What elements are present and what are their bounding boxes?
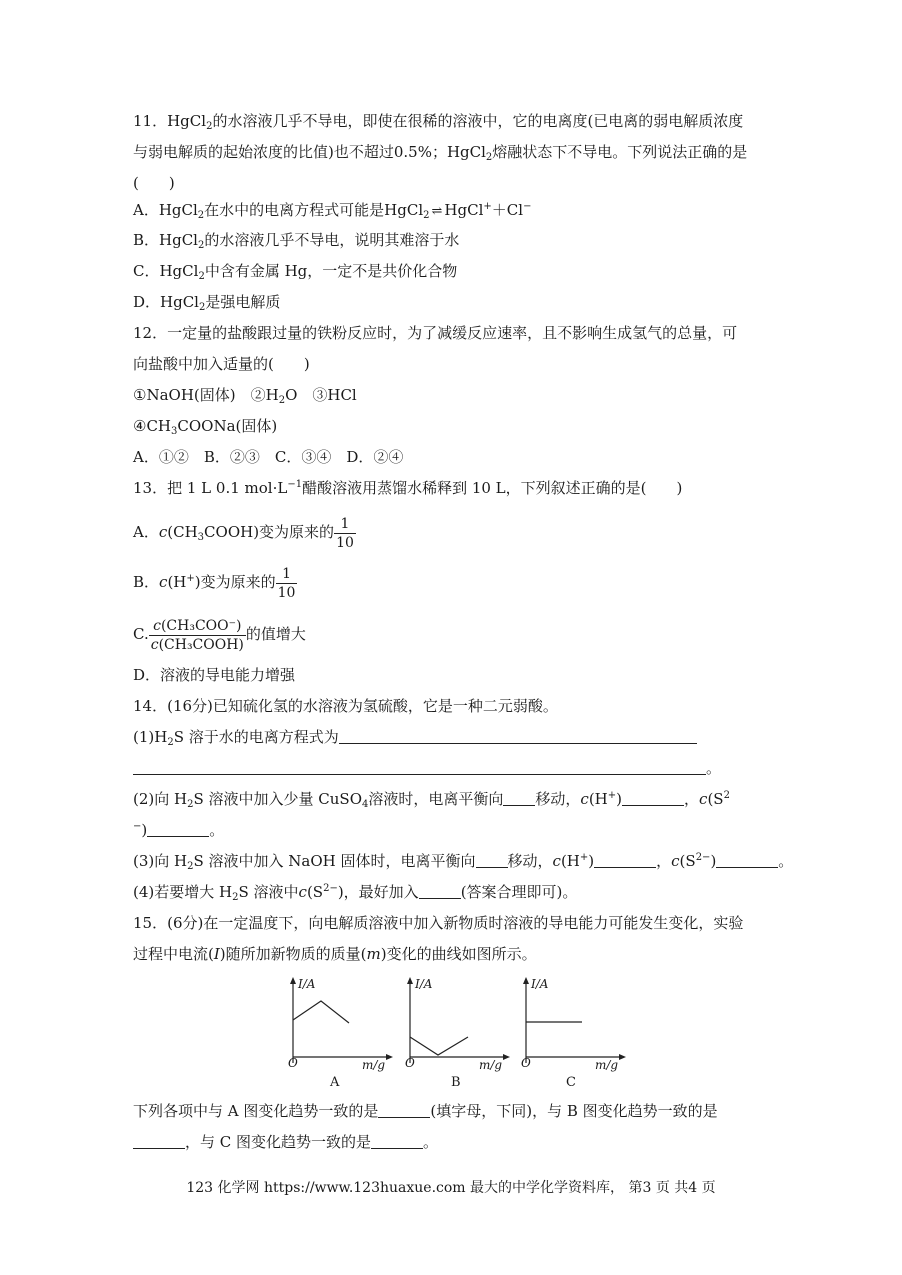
italic-c: c — [699, 790, 708, 808]
text: 14．(16分)已知硫化氢的水溶液为氢硫酸，它是一种二元弱酸。 — [133, 697, 558, 715]
answer-blank[interactable] — [371, 1132, 423, 1149]
x-label: m/g — [479, 1058, 503, 1072]
text: (4)若要增大 H — [133, 883, 233, 901]
text: 醋酸溶液用蒸馏水稀释到 10 L，下列叙述正确的是( ) — [302, 479, 683, 497]
text: 。 — [706, 759, 722, 777]
fraction-denominator — [149, 636, 246, 654]
superscript: 2− — [695, 852, 711, 863]
y-arrow — [407, 977, 413, 984]
text: ) — [588, 852, 595, 870]
text: 向盐酸中加入适量的( ) — [133, 355, 310, 373]
q14-part2-cont — [133, 820, 224, 840]
text: S 溶液中加入少量 CuSO — [193, 790, 363, 808]
text: 中含有金属 Hg，一定不是共价化合物 — [204, 262, 458, 280]
fraction — [276, 565, 298, 602]
origin-label: O — [521, 1056, 531, 1070]
q13-line1 — [133, 478, 682, 498]
answer-blank[interactable] — [419, 882, 461, 899]
text: 移动， — [535, 790, 581, 808]
fraction — [334, 515, 356, 552]
q11-option-b — [133, 230, 459, 250]
y-arrow — [523, 977, 529, 984]
text: 15．(6分)在一定温度下，向电解质溶液中加入新物质时溶液的导电能力可能发生变化，实验 — [133, 914, 744, 932]
y-label: I/A — [415, 977, 433, 991]
q13-option-c — [133, 614, 306, 654]
subscript: 2 — [278, 395, 286, 406]
superscript: + — [579, 852, 589, 863]
subscript: 2 — [167, 737, 174, 748]
q11-option-c — [133, 261, 457, 281]
text: 移动， — [507, 852, 553, 870]
text: D．溶液的导电能力增强 — [133, 666, 296, 684]
q14-part4 — [133, 882, 577, 902]
text: ④CH — [133, 417, 172, 435]
subscript: 2 — [187, 861, 194, 872]
text: C. — [133, 625, 149, 643]
page-footer: 123 化学网 https://www.123huaxue.com 最大的中学化学资料库， 第3 页 共4 页 — [186, 1180, 716, 1196]
subscript: 2 — [198, 271, 205, 282]
x-arrow — [503, 1054, 510, 1060]
subscript: 2 — [232, 892, 239, 903]
text: 是强电解质 — [205, 293, 281, 311]
y-label: I/A — [298, 977, 316, 991]
x-label: m/g — [595, 1058, 619, 1072]
answer-blank[interactable] — [594, 851, 656, 868]
text: O ③HCl — [285, 386, 357, 404]
origin-label: O — [288, 1056, 298, 1070]
superscript: + — [607, 790, 617, 801]
italic-I: I — [213, 945, 220, 963]
text: (1)H — [133, 728, 168, 746]
fraction-numerator: 1 — [276, 565, 298, 584]
text: (H — [167, 573, 187, 591]
subscript: 3 — [171, 426, 178, 437]
text: (答案合理即可)。 — [460, 883, 578, 901]
x-arrow — [386, 1054, 393, 1060]
text: (3)向 H — [133, 852, 188, 870]
text: (S — [306, 883, 324, 901]
text: HgCl — [444, 201, 484, 219]
text: (CH₃COO⁻) — [160, 617, 242, 634]
text: 。 — [209, 821, 225, 839]
y-label: I/A — [531, 977, 549, 991]
subscript: 2 — [198, 302, 206, 313]
subscript: 2 — [197, 210, 205, 221]
text: A．HgCl — [133, 201, 198, 219]
superscript: − — [133, 821, 142, 832]
text: HgCl — [167, 112, 207, 130]
text: S 溶于水的电离方程式为 — [173, 728, 339, 746]
answer-blank[interactable] — [503, 789, 535, 806]
answer-blank[interactable] — [476, 851, 508, 868]
reversible-arrow-icon: ⇌ — [431, 204, 443, 219]
q11-line1 — [133, 111, 743, 131]
answer-blank[interactable] — [133, 1132, 185, 1149]
text: B．HgCl — [133, 231, 198, 249]
curve — [410, 1037, 468, 1055]
text: B． — [133, 573, 160, 591]
q11-line2 — [133, 142, 747, 162]
q12-line1 — [133, 323, 737, 343]
x-label: m/g — [362, 1058, 386, 1072]
text: A． — [133, 523, 159, 541]
q13-option-b — [133, 562, 297, 602]
q12-line2 — [133, 354, 310, 374]
q14-part1 — [133, 727, 697, 747]
text: 的水溶液几乎不导电，即使在很稀的溶液中，它的电离度(已电离的弱电解质浓度 — [212, 112, 744, 130]
superscript: + — [186, 573, 195, 584]
text: ，与 C 图变化趋势一致的是 — [185, 1133, 372, 1151]
subscript: 3 — [197, 532, 205, 543]
text: 的水溶液几乎不导电，说明其难溶于水 — [204, 231, 460, 249]
text: (CH — [167, 523, 198, 541]
italic-c: c — [150, 636, 159, 653]
answer-blank[interactable] — [622, 789, 684, 806]
text: ， — [684, 790, 700, 808]
text: (填字母，下同)，与 B 图变化趋势一致的是 — [430, 1102, 718, 1120]
fraction-denominator: 10 — [336, 534, 354, 551]
text: COOH)变为原来的 — [204, 523, 335, 541]
fraction-numerator: 1 — [334, 515, 356, 534]
x-arrow — [619, 1054, 626, 1060]
y-arrow — [290, 977, 296, 984]
superscript: + — [483, 201, 492, 212]
italic-c: c — [580, 790, 589, 808]
text: )变化的曲线如图所示。 — [380, 945, 537, 963]
superscript: −1 — [287, 479, 303, 490]
text: (H — [588, 790, 608, 808]
text: 的值增大 — [245, 625, 306, 643]
answer-blank[interactable] — [147, 820, 209, 837]
text: ， — [656, 852, 672, 870]
fraction — [149, 617, 246, 654]
text: (S — [679, 852, 696, 870]
answer-blank[interactable] — [133, 758, 706, 775]
graph-caption: C — [566, 1075, 576, 1090]
text: (2)向 H — [133, 790, 188, 808]
italic-m: m — [366, 945, 381, 963]
answer-paren: ( ) — [133, 174, 175, 192]
q14-line1 — [133, 696, 558, 716]
text: C．HgCl — [133, 262, 199, 280]
italic-c: c — [671, 852, 680, 870]
subscript: 2 — [423, 210, 430, 221]
q14-part1-cont — [133, 758, 721, 778]
text: (S — [707, 790, 724, 808]
q-number: 11． — [133, 112, 168, 130]
graph-caption: B — [451, 1075, 461, 1090]
graph-caption: A — [330, 1075, 340, 1090]
text: )随所加新物质的质量( — [219, 945, 367, 963]
text: 下列各项中与 A 图变化趋势一致的是 — [133, 1102, 379, 1120]
q11-option-a — [133, 200, 531, 222]
q15-line1 — [133, 913, 743, 933]
text: (H — [560, 852, 580, 870]
text: 熔融状态下不导电。下列说法正确的是 — [492, 143, 748, 161]
q15-after1 — [133, 1101, 718, 1121]
text: )，最好加入 — [337, 883, 419, 901]
text: 与弱电解质的起始浓度的比值)也不超过0.5%；HgCl — [133, 143, 486, 161]
text: ①NaOH(固体) ②H — [133, 386, 279, 404]
text: ) — [710, 852, 717, 870]
q14-part3 — [133, 851, 793, 871]
q15-after2 — [133, 1132, 438, 1152]
subscript: 2 — [485, 152, 493, 163]
italic-c: c — [159, 573, 168, 591]
answer-blank[interactable] — [716, 851, 778, 868]
superscript: 2− — [323, 883, 338, 894]
superscript: − — [523, 201, 532, 212]
superscript: 2 — [723, 790, 730, 801]
text: COONa(固体) — [177, 417, 278, 435]
text: 12．一定量的盐酸跟过量的铁粉反应时，为了减缓反应速率，且不影响生成氢气的总量，可 — [133, 324, 738, 342]
q12-options-1 — [133, 385, 357, 405]
q13-option-d — [133, 665, 295, 685]
italic-c: c — [158, 523, 168, 541]
text: ＋Cl — [491, 201, 524, 219]
text: 。 — [778, 852, 794, 870]
answer-blank[interactable] — [339, 727, 697, 744]
italic-c: c — [298, 883, 307, 901]
text: S 溶液中加入 NaOH 固体时，电离平衡向 — [193, 852, 476, 870]
q13-option-a — [133, 512, 356, 552]
text: A．①② B．②③ C．③④ D．②④ — [133, 448, 404, 466]
subscript: 2 — [187, 799, 194, 810]
text: ) — [141, 821, 148, 839]
text: 。 — [423, 1133, 439, 1151]
q15-line2 — [133, 944, 537, 964]
text: 溶液时，电离平衡向 — [368, 790, 504, 808]
subscript: 2 — [206, 121, 213, 132]
q12-choices — [133, 447, 403, 467]
italic-c: c — [153, 617, 161, 634]
q12-options-2 — [133, 416, 277, 436]
answer-blank[interactable] — [378, 1101, 430, 1118]
text: 过程中电流( — [133, 945, 214, 963]
curve — [293, 1001, 349, 1023]
text: 13．把 1 L 0.1 mol·L — [133, 479, 288, 497]
origin-label: O — [405, 1056, 415, 1070]
text: 在水中的电离方程式可能是HgCl — [204, 201, 424, 219]
fraction-numerator — [149, 617, 246, 636]
text: ) — [616, 790, 623, 808]
q11-line3 — [133, 173, 175, 193]
subscript: 4 — [362, 799, 369, 810]
text: D．HgCl — [133, 293, 199, 311]
text: S 溶液中 — [238, 883, 299, 901]
text: )变为原来的 — [194, 573, 276, 591]
q11-option-d — [133, 292, 280, 312]
fraction-denominator: 10 — [277, 584, 296, 601]
text: (CH₃COOH) — [158, 636, 244, 653]
italic-c: c — [552, 852, 561, 870]
q14-part2 — [133, 789, 730, 809]
subscript: 2 — [197, 240, 205, 251]
